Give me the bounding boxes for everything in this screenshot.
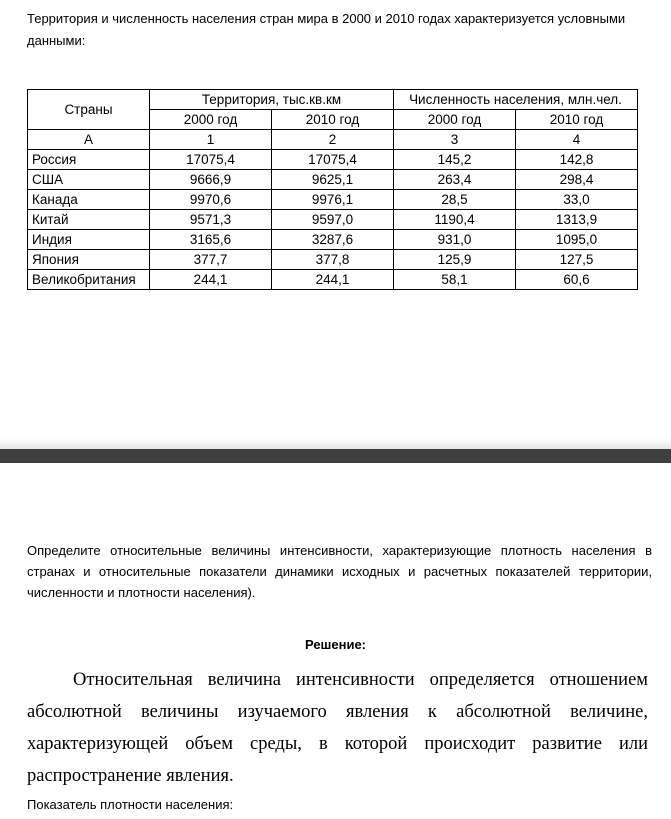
intro-paragraph: Территория и численность населения стран мира в 2000 и 2010 годах характеризуется условными данными: — [27, 11, 626, 48]
value-cell: 1190,4 — [394, 210, 516, 230]
table-row — [28, 170, 638, 190]
solution-paragraph: Относительная величина интенсивности определяется отношением абсолютной величины изучаемого явления к абсолютной величине, характеризующей объем среды, в которой происходит развитие или распространение явления. — [27, 670, 648, 786]
population-table — [27, 89, 638, 290]
year-label: 2000 год — [150, 110, 272, 130]
table-row — [28, 250, 638, 270]
value-cell: 28,5 — [394, 190, 516, 210]
value-cell: 377,8 — [272, 250, 394, 270]
index-label: 3 — [394, 130, 516, 150]
value-cell: 33,0 — [516, 190, 638, 210]
table-row — [28, 150, 638, 170]
country-cell: Индия — [28, 230, 150, 250]
country-cell: Канада — [28, 190, 150, 210]
index-label: 4 — [516, 130, 638, 150]
value-cell: 377,7 — [150, 250, 272, 270]
country-cell: Великобритания — [28, 270, 150, 290]
country-cell: США — [28, 170, 150, 190]
value-cell: 244,1 — [272, 270, 394, 290]
value-cell: 244,1 — [150, 270, 272, 290]
value-cell: 60,6 — [516, 270, 638, 290]
value-cell: 263,4 — [394, 170, 516, 190]
value-cell: 9571,3 — [150, 210, 272, 230]
value-cell: 3287,6 — [272, 230, 394, 250]
value-cell: 9976,1 — [272, 190, 394, 210]
table-index-row — [28, 130, 638, 150]
value-cell: 931,0 — [394, 230, 516, 250]
page-break-divider — [0, 449, 671, 463]
value-cell: 142,8 — [516, 150, 638, 170]
table-row — [28, 270, 638, 290]
task-paragraph: Определите относительные величины интенсивности, характеризующие плотность населения в странах и относительные показатели динамики исходных и расчетных показателей территории, численности и плотности населения). — [27, 543, 652, 600]
page-break-shadow — [0, 438, 671, 449]
value-cell: 17075,4 — [150, 150, 272, 170]
index-label: 1 — [150, 130, 272, 150]
value-cell: 298,4 — [516, 170, 638, 190]
value-cell: 1313,9 — [516, 210, 638, 230]
table-row — [28, 190, 638, 210]
value-cell: 3165,6 — [150, 230, 272, 250]
country-cell: Япония — [28, 250, 150, 270]
value-cell: 17075,4 — [272, 150, 394, 170]
index-label: А — [28, 130, 150, 150]
header-population: Численность населения, млн.чел. — [394, 90, 638, 110]
value-cell: 9625,1 — [272, 170, 394, 190]
index-label: 2 — [272, 130, 394, 150]
value-cell: 9970,6 — [150, 190, 272, 210]
value-cell: 125,9 — [394, 250, 516, 270]
table-row — [28, 230, 638, 250]
country-cell: Китай — [28, 210, 150, 230]
year-label: 2000 год — [394, 110, 516, 130]
header-territory: Территория, тыс.кв.км — [150, 90, 394, 110]
value-cell: 9666,9 — [150, 170, 272, 190]
country-cell: Россия — [28, 150, 150, 170]
value-cell: 9597,0 — [272, 210, 394, 230]
header-country: Страны — [28, 90, 150, 130]
table-row — [28, 210, 638, 230]
value-cell: 127,5 — [516, 250, 638, 270]
table-header-row — [28, 90, 638, 110]
value-cell: 58,1 — [394, 270, 516, 290]
density-label: Показатель плотности населения: — [27, 797, 234, 812]
year-label: 2010 год — [516, 110, 638, 130]
value-cell: 1095,0 — [516, 230, 638, 250]
value-cell: 145,2 — [394, 150, 516, 170]
year-label: 2010 год — [272, 110, 394, 130]
solution-heading: Решение: — [304, 637, 367, 652]
